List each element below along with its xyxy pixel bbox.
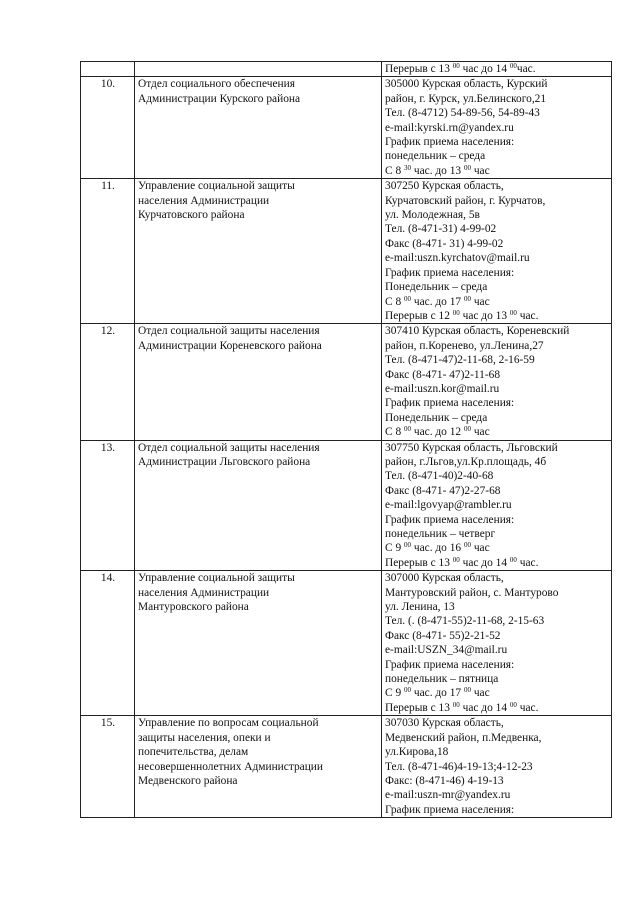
time-minutes-superscript: 00 — [509, 62, 517, 70]
department-name-line: Администрации Льговского района — [138, 455, 311, 468]
time-minutes-superscript: 30 — [404, 163, 411, 172]
contact-text: час до 13 — [459, 309, 510, 322]
department-name-line: попечительства, делам — [138, 746, 249, 759]
contact-text: час до 14 — [459, 63, 510, 75]
contact-text: час. до 12 — [411, 426, 464, 439]
contact-text: час. до 13 — [411, 164, 464, 177]
contact-line: Тел. (. (8-471-55)2-11-68, 2-15-63 — [385, 615, 545, 628]
department-name-line: Управление социальной защиты — [138, 572, 295, 585]
contact-text: час. — [516, 63, 536, 75]
row-number: 13. — [81, 440, 135, 571]
time-minutes-superscript: 00 — [404, 294, 411, 303]
department-name-line: Администрации Курского района — [138, 92, 301, 105]
table-body — [81, 62, 612, 818]
contact-line: Факс (8-471- 31) 4-99-02 — [385, 237, 504, 250]
department-name-line: Отдел социальной защиты населения — [138, 441, 320, 454]
department-name-cell — [135, 324, 382, 440]
contact-line: График приема населения: — [385, 397, 515, 410]
department-name-cell — [135, 77, 382, 179]
row-number: 15. — [81, 716, 135, 818]
contact-line: Курчатовский район, г. Курчатов, — [385, 194, 546, 207]
contact-line: График приема населения: — [385, 266, 515, 279]
row-number: 14. — [81, 571, 135, 716]
contact-text: Перерыв с 13 — [385, 556, 453, 569]
contact-line — [385, 701, 609, 715]
contact-line: Тел. (8-471-31) 4-99-02 — [385, 223, 497, 236]
contact-line: График приема населения: — [385, 803, 515, 816]
department-name-cell — [135, 62, 382, 77]
department-name-line: Отдел социальной защиты населения — [138, 325, 320, 338]
contact-text: час до 14 — [459, 556, 510, 569]
contact-line: Медвенский район, п.Медвенка, — [385, 731, 542, 744]
contact-line: Тел. (8-471-46)4-19-13;4-12-23 — [385, 760, 533, 773]
contact-line: понедельник – среда — [385, 150, 486, 163]
contact-line: e-mail:kyrski.rn@yandex.ru — [385, 121, 514, 134]
contact-line: e-mail:uszn-mr@yandex.ru — [385, 789, 511, 802]
contact-text: С 8 — [385, 295, 404, 308]
contact-line: 307250 Курская область, — [385, 180, 504, 193]
time-minutes-superscript: 00 — [509, 308, 517, 317]
contact-line: Факс (8-471- 55)2-21-52 — [385, 629, 501, 642]
contact-line: График приема населения: — [385, 136, 515, 149]
contact-text: Перерыв с 13 — [385, 701, 453, 714]
time-minutes-superscript: 00 — [452, 308, 460, 317]
contact-line: 307000 Курская область, — [385, 572, 504, 585]
table-row — [81, 179, 612, 324]
contact-line: Мантуровский район, с. Мантурово — [385, 586, 559, 599]
department-name-line: Мантуровского района — [138, 601, 249, 614]
contact-line: Тел. (8-4712) 54-89-56, 54-89-43 — [385, 107, 540, 120]
time-minutes-superscript: 00 — [463, 541, 471, 550]
contact-text: час. — [516, 556, 539, 569]
contact-line: Факс: (8-471-46) 4-19-13 — [385, 774, 504, 787]
row-number: 10. — [81, 77, 135, 179]
department-name-line: населения Администрации — [138, 194, 270, 207]
contact-text: час — [470, 295, 490, 308]
time-minutes-superscript: 00 — [452, 555, 460, 564]
contact-line: 307410 Курская область, Кореневский — [385, 325, 570, 338]
contact-line: График приема населения: — [385, 513, 515, 526]
contact-text: час — [470, 164, 490, 177]
time-minutes-superscript: 00 — [452, 62, 460, 70]
department-name-line: населения Администрации — [138, 586, 270, 599]
table-row — [81, 62, 612, 77]
table-row — [81, 324, 612, 440]
time-minutes-superscript: 00 — [463, 425, 471, 434]
department-name-line: Медвенского района — [138, 774, 238, 787]
time-minutes-superscript: 00 — [509, 555, 517, 564]
table-row — [81, 77, 612, 179]
contact-text: час. до 16 — [411, 542, 464, 555]
contact-line — [385, 425, 609, 439]
contact-info-cell — [382, 440, 612, 571]
contact-text: час — [470, 687, 490, 700]
contact-line: район, г.Льгов,ул.Кр.площадь, 4б — [385, 455, 547, 468]
contact-text: С 9 — [385, 542, 404, 555]
contact-line: ул. Ленина, 13 — [385, 601, 455, 614]
contact-line: e-mail:lgovyap@rambler.ru — [385, 499, 512, 512]
time-minutes-superscript: 00 — [463, 163, 471, 172]
contact-line: График приема населения: — [385, 658, 515, 671]
contact-text: Перерыв с 13 — [385, 63, 453, 75]
contact-line: понедельник – четверг — [385, 528, 496, 540]
contact-line — [385, 164, 609, 178]
contact-line: ул.Кирова,18 — [385, 746, 449, 759]
row-number: 12. — [81, 324, 135, 440]
department-name-cell — [135, 440, 382, 571]
contact-text: С 9 — [385, 687, 404, 700]
department-name-line: несовершеннолетних Администрации — [138, 760, 323, 773]
contact-text: час — [470, 426, 490, 439]
department-name-line: Управление по вопросам социальной — [138, 717, 319, 730]
contact-line — [385, 295, 609, 309]
contact-line: Понедельник – среда — [385, 281, 488, 294]
contact-text: Перерыв с 12 — [385, 309, 453, 322]
time-minutes-superscript: 00 — [452, 700, 460, 709]
department-name-line: Управление социальной защиты — [138, 180, 295, 193]
contact-line: район, г. Курск, ул.Белинского,21 — [385, 92, 547, 105]
contact-line — [385, 556, 609, 570]
contact-line: Тел. (8-471-40)2-40-68 — [385, 470, 494, 483]
department-name-line: Курчатовского района — [138, 209, 245, 222]
contact-line: 305000 Курская область, Курский — [385, 78, 548, 91]
contact-text: С 8 — [385, 426, 404, 439]
contact-line: Факс (8-471- 47)2-11-68 — [385, 368, 501, 381]
time-minutes-superscript: 00 — [509, 700, 517, 709]
time-minutes-superscript: 00 — [404, 541, 411, 550]
table-row — [81, 440, 612, 571]
contact-line: 307030 Курская область, — [385, 717, 504, 730]
contact-line — [385, 62, 609, 76]
contact-line — [385, 541, 609, 555]
contact-line: 307750 Курская область, Льговский — [385, 441, 558, 454]
contact-text: час. — [516, 701, 539, 714]
contact-line: e-mail:uszn.kyrchatov@mail.ru — [385, 252, 530, 265]
contact-line: понедельник – пятница — [385, 673, 499, 686]
time-minutes-superscript: 00 — [404, 425, 411, 434]
department-name-cell — [135, 571, 382, 716]
time-minutes-superscript: 00 — [404, 686, 411, 695]
time-minutes-superscript: 00 — [463, 686, 471, 695]
contact-info-cell — [382, 62, 612, 77]
contact-text: час. до 17 — [411, 295, 464, 308]
contact-line: ул. Молодежная, 5в — [385, 209, 480, 222]
contact-line: e-mail:USZN_34@mail.ru — [385, 644, 508, 657]
contact-line — [385, 686, 609, 700]
table-row — [81, 716, 612, 818]
contact-text: час. — [516, 309, 539, 322]
row-number: 11. — [81, 179, 135, 324]
contact-line — [385, 309, 609, 323]
contact-text: час. до 17 — [411, 687, 464, 700]
contact-line: район, п.Коренево, ул.Ленина,27 — [385, 339, 544, 352]
contact-line: Тел. (8-471-47)2-11-68, 2-16-59 — [385, 354, 535, 367]
department-name-line: Отдел социального обеспечения — [138, 78, 295, 91]
time-minutes-superscript: 00 — [463, 294, 471, 303]
contact-text: час до 14 — [459, 701, 510, 714]
department-name-cell — [135, 179, 382, 324]
contact-info-cell — [382, 571, 612, 716]
table-row — [81, 571, 612, 716]
contact-text: час — [470, 542, 490, 555]
department-name-cell — [135, 716, 382, 818]
contact-info-cell — [382, 324, 612, 440]
department-name-line: Администрации Кореневского района — [138, 339, 322, 352]
contact-info-cell — [382, 179, 612, 324]
contact-text: С 8 — [385, 164, 404, 177]
contact-info-cell — [382, 716, 612, 818]
contact-line: Факс (8-471- 47)2-27-68 — [385, 484, 501, 497]
department-name-line: защиты населения, опеки и — [138, 731, 271, 744]
contact-line: Понедельник – среда — [385, 411, 488, 424]
contact-info-cell — [382, 77, 612, 179]
contact-line: e-mail:uszn.kor@mail.ru — [385, 382, 500, 395]
departments-table — [80, 61, 612, 818]
row-number — [81, 62, 135, 77]
